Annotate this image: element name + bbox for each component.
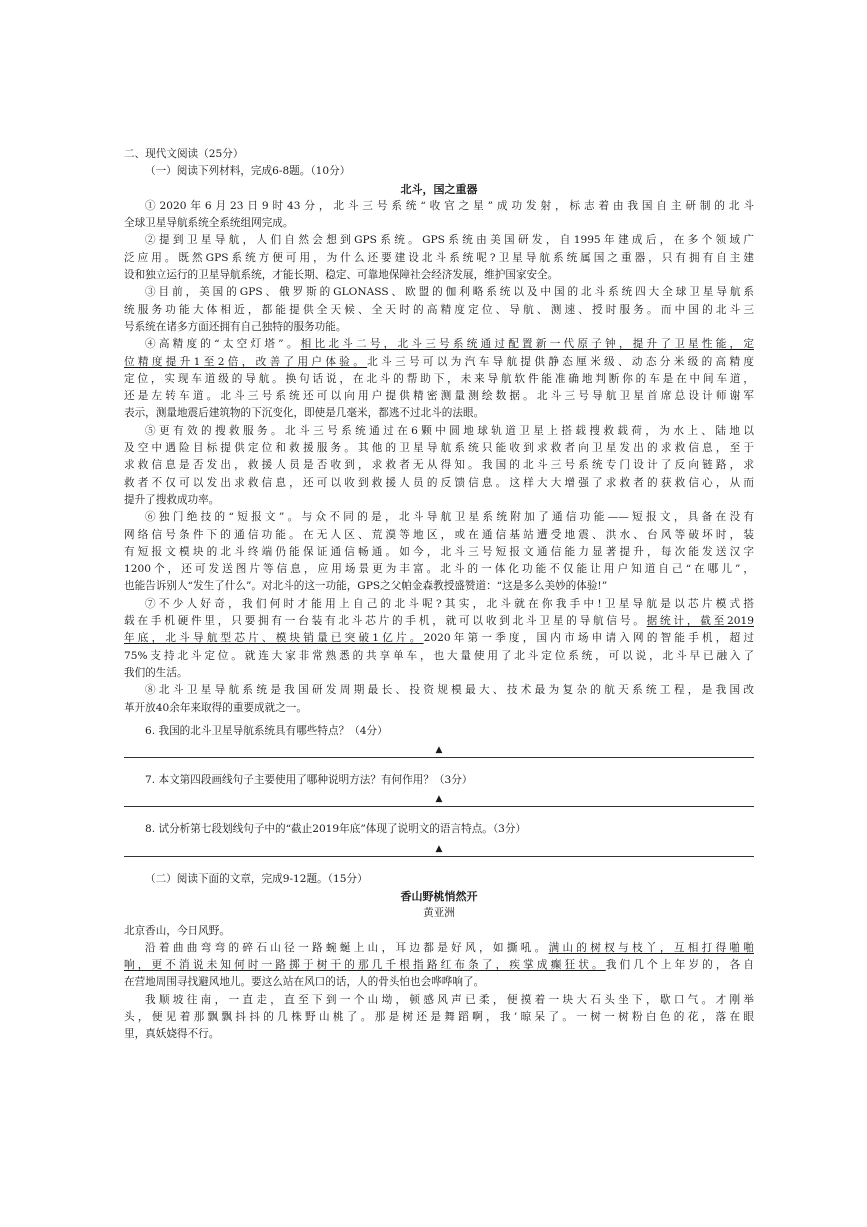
- text-span: 定位，实现车道级的导航。换句话说，在北斗的帮助下，未来导航软件能准确地判断你的车是在中间车道，: [124, 372, 754, 385]
- answer-area-7[interactable]: [124, 789, 754, 815]
- text-line: [124, 957, 754, 974]
- text-span: 救者不仅可以发出求救信息，还可以收到救援人员的反馈信息。这样大大增强了求救者的获救信心，从而: [124, 476, 754, 489]
- text-line: [124, 284, 754, 301]
- text-line: [124, 440, 754, 457]
- answer-marker: ▲: [435, 843, 443, 854]
- text-line: [124, 475, 754, 492]
- text-span: 沿着曲曲弯弯的碎石山径一路蜿蜒上山，耳边都是好风，如撕吼。: [145, 941, 549, 954]
- question-7: 7. 本文第四段画线句子主要使用了哪种说明方法？有何作用？（3分）: [145, 774, 473, 787]
- text-span: 里，真妖娆得不行。: [124, 1028, 220, 1041]
- text-line: [124, 596, 754, 613]
- underlined-sentence: 年底，北斗导航型芯片、模块销量已突破1亿片。: [124, 632, 424, 645]
- text-line: [124, 423, 754, 440]
- underlined-sentence: 据统计，截至2019: [646, 615, 754, 628]
- text-line: [124, 992, 754, 1009]
- text-line: [124, 544, 754, 561]
- text-span: 设和独立运行的卫星导航系统，才能长期、稳定、可靠地保障社会经济发展，维护国家安全。: [124, 269, 559, 282]
- text-line: [124, 354, 754, 371]
- answer-area-6[interactable]: [124, 740, 754, 766]
- text-span: ②提到卫星导航，人们自然会想到GPS系统。GPS系统由美国研发，自1995年建成后，在多个领域广: [145, 234, 754, 247]
- underlined-sentence: 相比北斗二号，北斗三号系统通过配置新一代原子钟，提升了卫星性能，定: [300, 338, 754, 351]
- text-span: 网络信号条件下的通信功能。在无人区、荒漠等地区，或在通信基站遭受地震、洪水、台风等破坏时，装: [124, 528, 754, 541]
- text-span: 泛应用。既然GPS系统方便可用，为什么还要建设北斗系统呢?卫星导航系统属国之重器，只有拥有自主建: [124, 251, 754, 264]
- section-title: 二、现代文阅读（25分）: [124, 148, 244, 160]
- text-span: 表示，测量地震后建筑物的下沉变化，即使是几毫米，都逃不过北斗的法眼。: [124, 407, 485, 420]
- text-span: 我们几个上年岁的，各自: [605, 959, 754, 972]
- text-line: [124, 630, 754, 647]
- exam-page: [124, 146, 754, 1044]
- text-span: 头，便见着那飘飘抖抖的几株野山桃了。那是树还是舞蹈啊，我’晾呆了。一树一树粉白色的花，落在眼: [124, 1011, 754, 1024]
- text-line: [124, 578, 754, 595]
- text-span: ⑥独门绝技的“短报文”。与众不同的是，北斗导航卫星系统附加了通信功能——短报文，具备在没有: [145, 511, 754, 524]
- question-6: 6. 我国的北斗卫星导航系统具有哪些特点？（4分）: [145, 724, 388, 737]
- text-line: [124, 613, 754, 630]
- text-line: [124, 682, 754, 699]
- text-span: 号系统在诸多方面还拥有自己独特的服务功能。: [124, 320, 347, 333]
- text-line: [124, 923, 754, 940]
- text-line: [124, 388, 754, 405]
- text-line: [124, 336, 754, 353]
- text-span: 求救信息是否发出，救援人员是否收到，求救者无从得知。我国的北斗三号系统专门设计了反向链路，求: [124, 459, 754, 472]
- text-line: [124, 405, 754, 422]
- text-span: ④高精度的“太空灯塔”。: [145, 338, 301, 351]
- text-span: 提升了搜救成功率。: [124, 493, 220, 506]
- answer-line: [124, 806, 754, 807]
- text-line: [124, 940, 754, 957]
- text-span: 还是左转车道。北斗三号系统还可以向用户提供精密测量测绘数据。北斗三号导航卫星首席总设计师谢军: [124, 390, 754, 403]
- text-span: ①2020年6月23日9时43分，北斗三号系统“收官之星”成功发射，标志着由我国自主研制的北斗: [145, 199, 754, 212]
- article1-body: [124, 198, 754, 717]
- text-line: [124, 250, 754, 267]
- text-span: 载在手机硬件里，只要拥有一台装有北斗芯片的手机，就可以收到北斗卫星的导航信号。: [124, 615, 647, 628]
- answer-line: [124, 757, 754, 758]
- answer-marker: ▲: [435, 745, 443, 756]
- underlined-sentence: 满山的树杈与枝丫，互相打得啪啪: [548, 941, 754, 954]
- text-span: 1200个，还可发送图片等信息，应用场景更为丰富。北斗的一体化功能不仅能让用户知道自己“在哪儿”，: [124, 563, 754, 576]
- text-line: [124, 974, 754, 991]
- text-line: [124, 319, 754, 336]
- answer-line: [124, 856, 754, 857]
- article2-title: 香山野桃悄然开: [400, 889, 478, 903]
- text-span: ⑦不少人好奇，我们何时才能用上自己的北斗呢?其实，北斗就在你我手中!卫星导航是以芯片模式搭: [145, 597, 754, 610]
- text-line: [124, 700, 754, 717]
- text-span: 北京香山，今日风野。: [124, 924, 230, 937]
- text-line: [124, 198, 754, 215]
- article2-author: 黄亚洲: [423, 907, 455, 920]
- text-span: 我顺坡往南，一直走，直至下到一个山坳，顿感风声已柔，便摸着一块大石头坐下，歇口气。才刚举: [145, 993, 754, 1006]
- text-line: [124, 1026, 754, 1043]
- underlined-sentence: 位精度提升1至2倍，改善了用户体验。: [124, 355, 368, 368]
- text-span: 统服务功能大体相近，都能提供全天候、全天时的高精度定位、导航、测速、授时服务。而中国的北斗三: [124, 303, 754, 316]
- text-span: 75%支持北斗定位。就连大家非常熟悉的共享单车，也大量使用了北斗定位系统，可以说，北斗早已融入了: [124, 649, 754, 662]
- text-span: 及空中遇险目标提供定位和救援服务。其他的卫星导航系统只能收到求救者向卫星发出的求救信息，至于: [124, 442, 754, 455]
- answer-area-8[interactable]: [124, 839, 754, 865]
- part1-intro: （一）阅读下列材料，完成6-8题。（10分）: [145, 165, 351, 178]
- text-span: 革开放40余年来取得的重要成就之一。: [124, 701, 307, 714]
- text-line: [124, 1009, 754, 1026]
- text-span: 全球卫星导航系统全系统组网完成。: [124, 217, 294, 230]
- text-span: 在营地周围寻找避风地儿。要这么站在风口的话，人的骨头怕也会哗哗响了。: [124, 976, 485, 989]
- text-line: [124, 267, 754, 284]
- text-line: [124, 665, 754, 682]
- text-line: [124, 302, 754, 319]
- underlined-sentence: 响，更不消说未知何时一路掷于树干的那几千根指路红布条了，疾掌成癫狂状。: [124, 959, 606, 972]
- text-line: [124, 215, 754, 232]
- text-line: [124, 457, 754, 474]
- article1-title: 北斗，国之重器: [400, 182, 478, 196]
- text-span: 北斗三号可以为汽车导航提供静态厘米级、动态分米级的高精度: [367, 355, 754, 368]
- text-span: ⑤更有效的搜救服务。北斗三号系统通过在6颗中圆地球轨道卫星上搭载搜救载荷，为水上、陆地以: [145, 424, 754, 437]
- text-span: 2020年第一季度，国内市场申请入网的智能手机，超过: [423, 632, 754, 645]
- text-line: [124, 232, 754, 249]
- text-line: [124, 371, 754, 388]
- part2-intro: （二）阅读下面的文章，完成9-12题。（15分）: [145, 872, 368, 885]
- text-span: 我们的生活。: [124, 666, 188, 679]
- text-line: [124, 492, 754, 509]
- text-span: ⑧北斗卫星导航系统是我国研发周期最长、投资规模最大、技术最为复杂的航天系统工程，是我国改: [145, 684, 754, 697]
- text-span: ③目前，美国的GPS、俄罗斯的GLONASS、欧盟的伽利略系统以及中国的北斗系统四大全球卫星导航系: [145, 286, 754, 299]
- answer-marker: ▲: [435, 794, 443, 805]
- text-line: [124, 561, 754, 578]
- text-span: 有短报文模块的北斗终端仍能保证通信畅通。如今，北斗三号短报文通信能力显著提升，每次能发送汉字: [124, 545, 754, 558]
- question-8: 8. 试分析第七段划线句子中的“截止2019年底”体现了说明文的语言特点。（3分）: [145, 823, 527, 836]
- text-line: [124, 648, 754, 665]
- article2-body: [124, 923, 754, 1044]
- text-line: [124, 527, 754, 544]
- text-span: 也能告诉别人“发生了什么”。对北斗的这一功能，GPS之父帕金森教授盛赞道：“这是多么美妙的体验!”: [124, 580, 608, 593]
- text-line: [124, 509, 754, 526]
